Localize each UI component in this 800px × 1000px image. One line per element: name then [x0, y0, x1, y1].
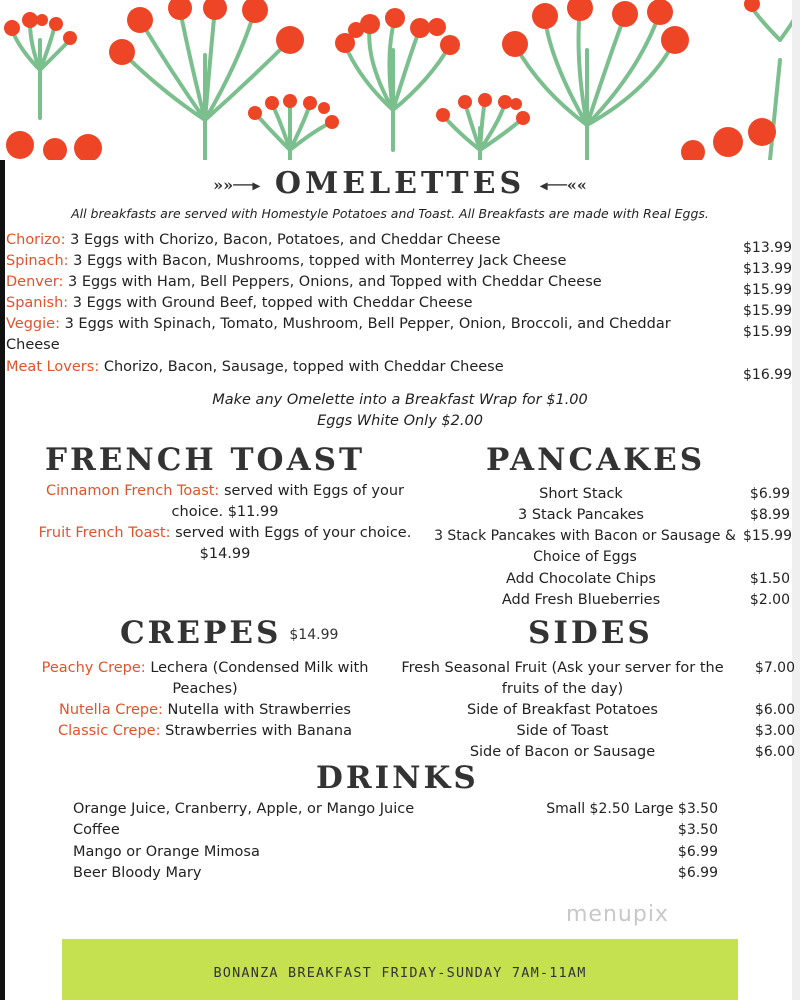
item-name: Meat Lovers:: [6, 359, 100, 375]
item-desc: Mango or Orange Mimosa: [73, 844, 260, 860]
egg-white-note: Eggs White Only $2.00: [317, 413, 483, 429]
item-price: $3.50: [677, 822, 718, 838]
item-price: $7.00: [754, 660, 795, 676]
drink-item: [73, 842, 718, 863]
arrow-right-ornament-icon: »»──▸: [213, 175, 261, 195]
item-name: Peachy Crepe:: [41, 660, 146, 676]
item-desc: Short Stack: [539, 486, 623, 502]
item-desc: Chorizo, Bacon, Sausage, topped with Cheddar Cheese: [103, 359, 504, 375]
side-item: [385, 700, 795, 721]
item-price: $6.00: [754, 702, 795, 718]
pancake-item: [420, 569, 790, 590]
french-toast-item: [20, 481, 430, 523]
item-desc: Fresh Seasonal Fruit (Ask your server for the fruits of the day): [401, 660, 724, 697]
right-border-strip: [792, 0, 800, 1000]
item-desc: Strawberries with Banana: [165, 723, 352, 739]
item-desc: Coffee: [73, 822, 120, 838]
item-price: $13.99: [743, 261, 792, 277]
item-desc: Add Chocolate Chips: [506, 571, 656, 587]
french-toast-item: [20, 523, 430, 565]
crepes-title-text: CREPES: [120, 615, 282, 651]
pancake-item: [420, 505, 790, 526]
item-price: $15.99: [743, 528, 792, 544]
crepe-item: [20, 700, 390, 721]
drink-item: [73, 863, 718, 884]
item-name: Classic Crepe:: [58, 723, 161, 739]
item-price: $6.00: [754, 744, 795, 760]
item-desc: Side of Bacon or Sausage: [469, 744, 656, 760]
pancake-item: [420, 526, 792, 568]
item-desc: Add Fresh Blueberries: [501, 592, 661, 608]
pancake-item: [420, 590, 790, 611]
item-desc: 3 Eggs with Bacon, Mushrooms, topped with Monterrey Jack Cheese: [73, 253, 567, 269]
pancake-item: [420, 484, 790, 505]
item-price: $13.99: [743, 240, 792, 256]
arrow-left-ornament-icon: ◂──««: [539, 175, 587, 195]
omelette-item: [6, 293, 792, 319]
drinks-section-title: DRINKS: [316, 760, 479, 796]
drink-item: [73, 820, 718, 841]
crepes-section-title: [120, 615, 338, 651]
item-price: $15.99: [743, 282, 792, 298]
item-desc: Orange Juice, Cranberry, Apple, or Mango Juice: [73, 801, 415, 817]
item-price: $6.99: [677, 865, 718, 881]
item-desc: Side of Breakfast Potatoes: [467, 702, 658, 718]
item-price: $3.00: [754, 723, 795, 739]
crepe-item: [20, 721, 390, 742]
item-desc: served with Eggs of your choice. $14.99: [175, 525, 412, 562]
item-name: Cinnamon French Toast:: [46, 483, 220, 499]
item-price: $2.00: [749, 592, 790, 608]
crepe-item: [20, 658, 390, 700]
item-desc: Nutella with Strawberries: [167, 702, 351, 718]
item-price: $1.50: [749, 571, 790, 587]
item-desc: Beer Bloody Mary: [73, 865, 202, 881]
item-desc: 3 Eggs with Ground Beef, topped with Cheddar Cheese: [72, 295, 473, 311]
side-item: [385, 658, 795, 700]
item-name: Spinach:: [6, 253, 69, 269]
side-item: [385, 721, 795, 742]
crepes-price: $14.99: [289, 626, 339, 643]
omelette-item: [6, 314, 792, 356]
item-name: Chorizo:: [6, 232, 66, 248]
drink-item: [73, 799, 718, 820]
item-desc: served with Eggs of your choice. $11.99: [171, 483, 404, 520]
item-name: Veggie:: [6, 316, 60, 332]
french-toast-section-title: FRENCH TOAST: [45, 442, 366, 478]
item-name: Denver:: [6, 274, 64, 290]
item-price: $15.99: [743, 324, 792, 340]
item-desc: 3 Eggs with Ham, Bell Peppers, Onions, and Topped with Cheddar Cheese: [67, 274, 602, 290]
item-name: Nutella Crepe:: [59, 702, 163, 718]
item-price: $15.99: [743, 303, 792, 319]
omelette-item: [6, 272, 792, 298]
item-desc: 3 Eggs with Spinach, Tomato, Mushroom, Bell Pepper, Onion, Broccoli, and Cheddar Cheese: [6, 316, 671, 353]
item-price: Small $2.50 Large $3.50: [546, 801, 718, 817]
footer-banner-text: BONANZA BREAKFAST FRIDAY-SUNDAY 7AM-11AM: [213, 965, 587, 981]
item-price: $16.99: [743, 367, 792, 383]
wrap-note: Make any Omelette into a Breakfast Wrap for $1.00: [212, 392, 588, 408]
pancakes-section-title: PANCAKES: [486, 442, 706, 478]
item-price: $8.99: [749, 507, 790, 523]
item-desc: 3 Stack Pancakes with Bacon or Sausage & Choice of Eggs: [434, 528, 736, 565]
omelette-item: [6, 230, 792, 256]
item-desc: 3 Eggs with Chorizo, Bacon, Potatoes, and Cheddar Cheese: [70, 232, 501, 248]
item-desc: Side of Toast: [516, 723, 609, 739]
item-price: $6.99: [749, 486, 790, 502]
omelette-item: [6, 357, 792, 383]
left-border-strip: [0, 160, 5, 1000]
menupix-watermark: menupix: [566, 902, 669, 927]
item-name: Fruit French Toast:: [38, 525, 171, 541]
item-desc: Lechera (Condensed Milk with Peaches): [150, 660, 369, 697]
item-name: Spanish:: [6, 295, 69, 311]
omelettes-section-title: [0, 166, 800, 201]
omelettes-intro: All breakfasts are served with Homestyle Potatoes and Toast. All Breakfasts are made with Real Eggs.: [71, 206, 709, 221]
item-desc: 3 Stack Pancakes: [518, 507, 644, 523]
omelettes-title-text: OMELETTES: [274, 166, 526, 201]
sides-section-title: SIDES: [528, 615, 653, 651]
item-price: $6.99: [677, 844, 718, 860]
flower-header-illustration: [0, 0, 800, 160]
omelette-item: [6, 251, 792, 277]
